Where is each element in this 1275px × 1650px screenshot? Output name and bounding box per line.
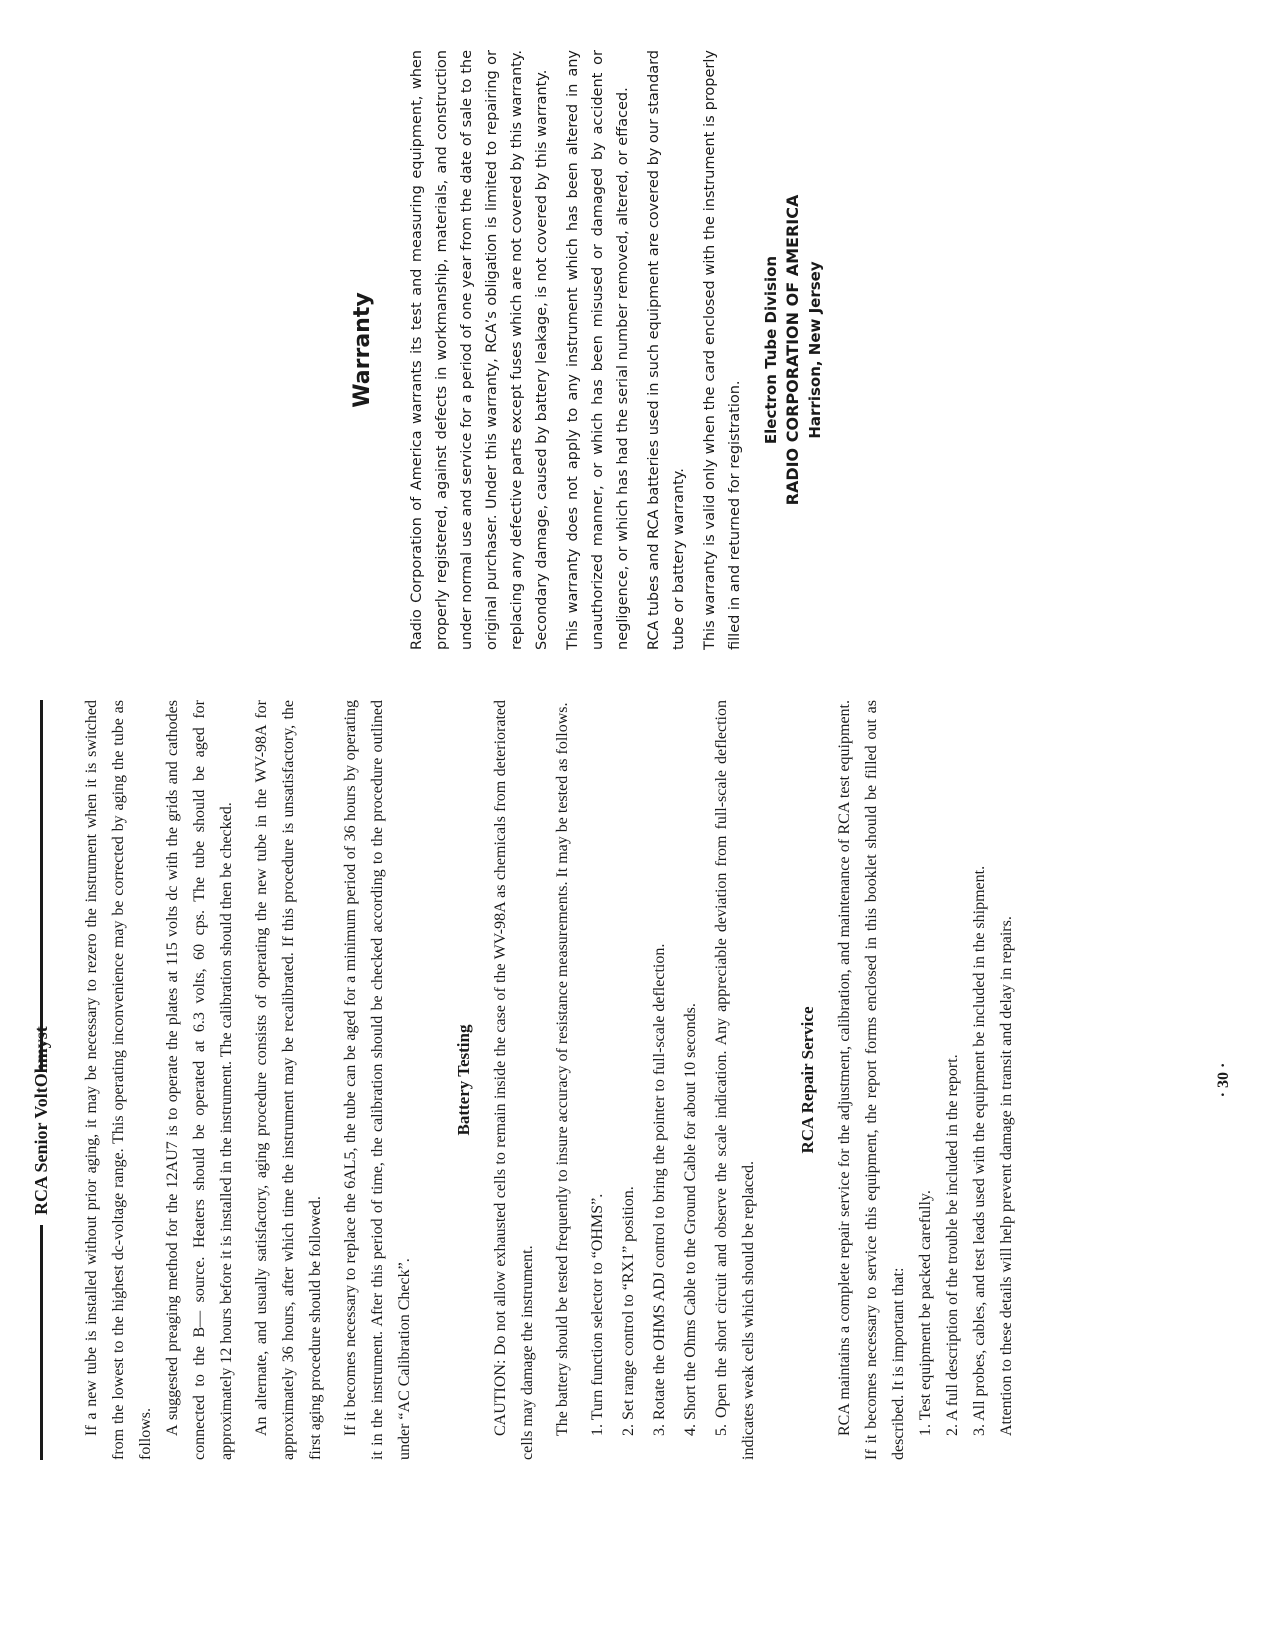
battery-step: 1. Turn function selector to “OHMS”.: [589, 1193, 606, 1436]
warranty-paragraph: This warranty is valid only when the card enclosed with the instrument is properly filled in and returned for registration.: [702, 50, 743, 650]
header-rule-right: [40, 700, 43, 1070]
repair-closing: Attention to these details will help prevent damage in transit and delay in repairs.: [998, 916, 1015, 1436]
repair-item: 1. Test equipment be packed carefully.: [917, 1190, 934, 1436]
manual-body: [78, 700, 1028, 1460]
warranty-paragraph: RCA tubes and RCA batteries used in such equipment are covered by our standard tube or battery warranty.: [646, 50, 687, 650]
running-header-title: RCA Senior VoltOhmyst: [31, 1026, 51, 1215]
signature-company: RADIO CORPORATION OF AMERICA: [783, 194, 802, 506]
battery-step: 5. Open the short circuit and observe the scale indication. Any appreciable deviation from full-scale deflection indicates weak cells which should be replaced.: [713, 700, 757, 1460]
signature-location: Harrison, New Jersey: [806, 261, 824, 439]
warranty-paragraph: Radio Corporation of America warrants its test and measuring equipment, when properly registered, against defects in workmanship, materials, and construction under normal use and service for a period of one year from the date of sale to the original purchaser. Under this warranty, RCA’s obligation is limited to repairing or replacing any defective parts except fuses which are not covered by this warranty. Secondary damage, caused by battery leakage, is not covered by this warranty.: [409, 50, 550, 650]
manual-page: [0, 670, 1275, 1460]
battery-steps: [584, 700, 762, 1460]
warranty-paragraph: This warranty does not apply to any instrument which has been altered in any unauthorized manner, or which has been misused or damaged by accident or negligence, or which has had the serial number removed, altered, or effaced.: [565, 50, 631, 650]
warranty-body: [405, 50, 754, 650]
battery-step: 4. Short the Ohms Cable to the Ground Cable for about 10 seconds.: [682, 1003, 699, 1436]
header-rule-left: [40, 1225, 43, 1460]
aging-paragraph-4: If it becomes necessary to replace the 6AL5, the tube can be aged for a minimum period of 36 hours by operating it in the instrument. After this period of time, the calibration should be checked according to the procedure outlined under “AC Calibration Check”.: [342, 700, 413, 1460]
aging-paragraph-3: An alternate, and usually satisfactory, aging procedure consists of operating the new tube in the WV-98A for approximately 36 hours, after which time the instrument may be recalibrated. If this procedure is unsatisfactory, the first aging procedure should be followed.: [253, 700, 324, 1460]
repair-intro: RCA maintains a complete repair service for the adjustment, calibration, and maintenance of RCA test equipment. If it becomes necessary to service this equipment, the report forms enclosed in this booklet should be filled out as described. It is important that:: [836, 700, 907, 1460]
repair-service-heading: RCA Repair Service: [798, 1006, 817, 1154]
page-number: · 30 ·: [1215, 1062, 1232, 1098]
signature-division: Electron Tube Division: [762, 255, 780, 445]
battery-intro: The battery should be tested frequently to insure accuracy of resistance measurements. It may be tested as follows.: [554, 702, 571, 1436]
aging-paragraph-2: A suggested preaging method for the 12AU7 is to operate the plates at 115 volts dc with the grids and cathodes connected to the B— source. Heaters should be operated at 6.3 volts, 60 cps. The tube should be aged for approximately 12 hours before it is installed in the instrument. The calibration should then be checked.: [164, 700, 235, 1460]
repair-requirements: [912, 700, 993, 1460]
running-header: [30, 700, 50, 1460]
warranty-signature: [760, 50, 826, 650]
battery-caution: CAUTION: Do not allow exhausted cells to remain inside the case of the WV-98A as chemicals from deteriorated cells may damage the instrument.: [492, 700, 536, 1460]
warranty-page: [0, 30, 1275, 650]
battery-step: 2. Set range control to “RX1” position.: [620, 1186, 637, 1436]
repair-item: 3. All probes, cables, and test leads used with the equipment be included in the shipment.: [971, 865, 988, 1436]
warranty-title: Warranty: [350, 292, 375, 408]
battery-testing-heading: Battery Testing: [454, 1024, 473, 1136]
aging-paragraph-1: If a new tube is installed without prior aging, it may be necessary to rezero the instrument when it is switched from the lowest to the highest dc-voltage range. This operating inconvenience may be corrected by aging the tube as follows.: [83, 700, 154, 1460]
battery-step: 3. Rotate the OHMS ADJ control to bring the pointer to full-scale deflection.: [651, 943, 668, 1436]
repair-item: 2. A full description of the trouble be included in the report.: [944, 1054, 961, 1436]
